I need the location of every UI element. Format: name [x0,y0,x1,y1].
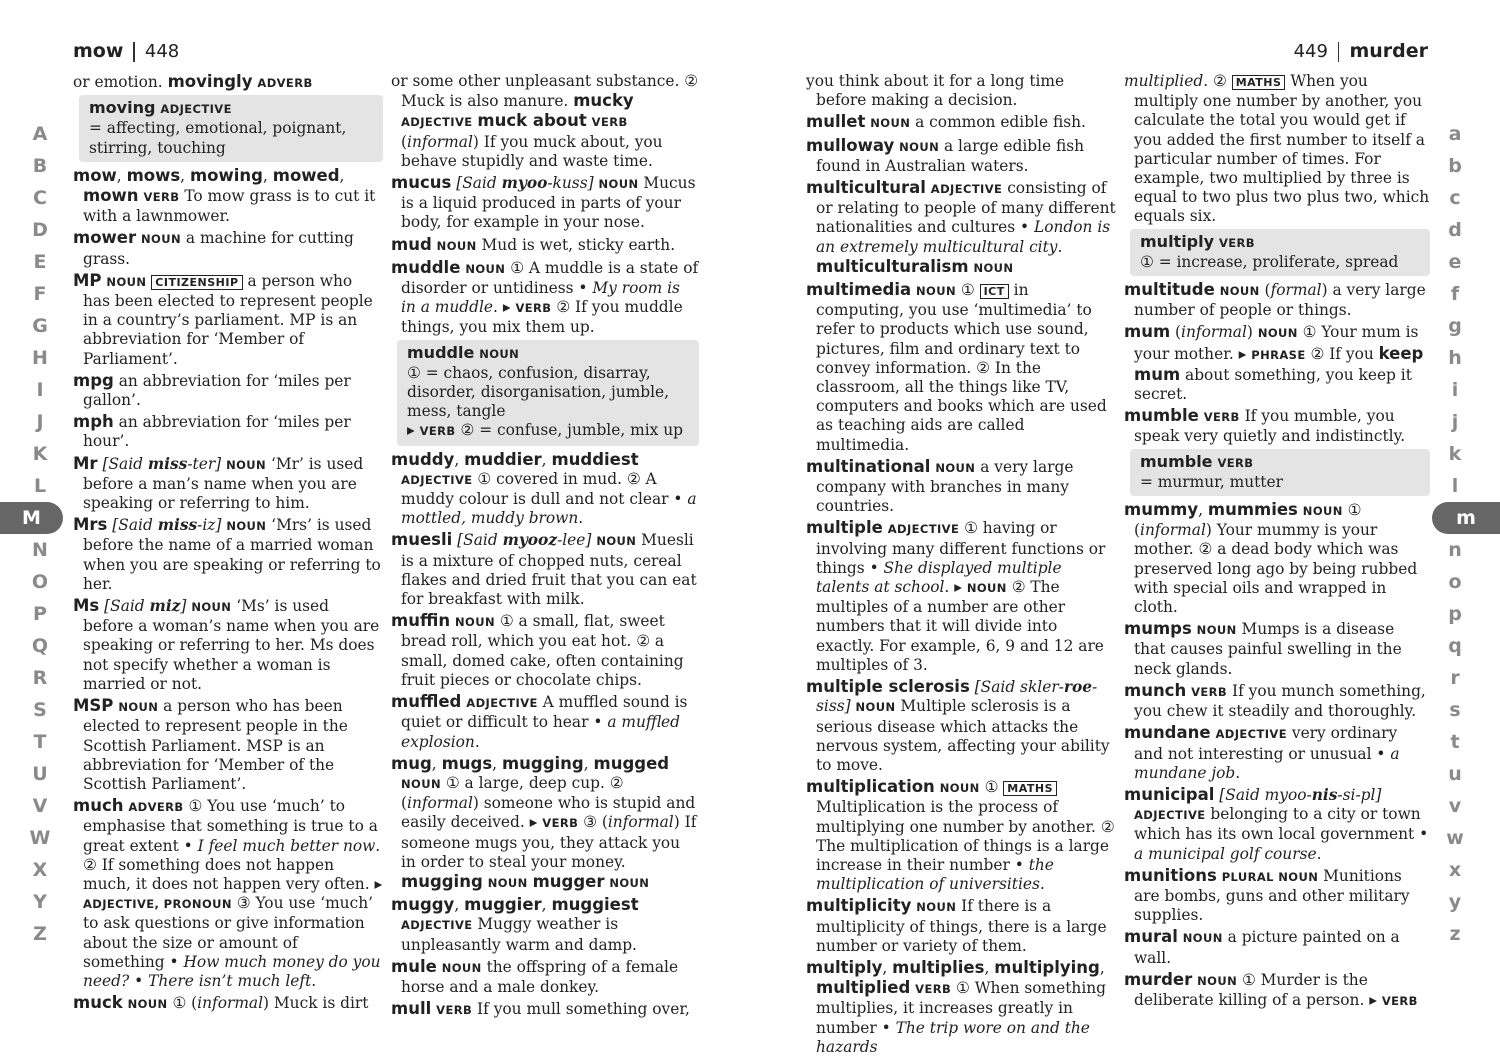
dictionary-entry: muggy, muggier, muggiest ADJECTIVE Muggy weather is unpleasantly warm and damp. [391,895,639,954]
dictionary-entry: multiple sclerosis [Said skler-roe-siss] NOUN Multiple sclerosis is a serious disease which attacks the nervous system, affecting your ability to move. [806,677,1110,774]
dictionary-entry: MSP NOUN a person who has been elected to represent people in the Scottish Parliament. MSP is an abbreviation for ‘Member of the Scottish Parliament’. [73,696,348,793]
thumb-index-tab-k: k [1448,443,1462,465]
header-divider [1338,42,1340,62]
dictionary-entry: multitude NOUN (formal) a very large number of people or things. [1124,280,1426,320]
page-number: 448 [144,41,180,62]
column-1 [73,72,383,1016]
thumb-index-tab-b: b [1448,155,1462,177]
dictionary-entry: multicultural ADJECTIVE consisting of or relating to people of many different nationalities and cultures • London is an extremely multicultural city. multiculturalism NOUN [806,178,1116,276]
dictionary-entry: mullet NOUN a common edible fish. [806,112,1086,132]
thumb-index-tab-a: a [1448,123,1462,145]
dictionary-entry: multimedia NOUN ① ICT in computing, you use ‘multimedia’ to refer to products which use sound, pictures, film and ordinary text to convey information. ② In the classroom, all the things like TV, computers and books which are used as teaching aids are called multimedia. [806,280,1107,454]
thumb-index-tab-o: o [1448,571,1462,593]
dictionary-entry: muddy, muddier, muddiest ADJECTIVE ① covered in mud. ② A muddy colour is dull and not clear • a mottled, muddy brown. [391,449,697,528]
dictionary-entry: or emotion. movingly ADVERB [73,72,313,91]
thumb-index-tab-c: c [1449,187,1461,209]
thumb-index-tab-t: t [1450,731,1460,753]
thumb-index-tab-g: G [32,315,48,337]
thumb-index-tab-k: K [32,443,48,465]
thumb-index-tab-o: O [31,571,49,593]
thesaurus-box: mumble VERB = murmur, mutter [1130,449,1430,496]
thumb-index-tab-j: j [1451,411,1459,433]
thumb-index-tab-e: e [1448,251,1462,273]
column-2 [391,72,699,1022]
thumb-index-tab-r: r [1450,667,1460,689]
thumb-index-tab-i: I [36,379,44,401]
thesaurus-box: muddle NOUN ① = chaos, confusion, disarray, disorder, disorganisation, jumble, mess, tangle ▸ VERB ② = confuse, jumble, mix up [397,340,699,446]
dictionary-entry: mow, mows, mowing, mowed, mown VERB To mow grass is to cut it with a lawnmower. [73,165,376,226]
thumb-index-tab-j: J [36,411,44,433]
dictionary-entry: mull VERB If you mull something over, [391,999,690,1019]
dictionary-entry: multiple ADJECTIVE ① having or involving many different functions or things • She displayed multiple talents at school. ▸ NOUN ② The multiples of a number are other numbers that it will divide into exactly. For example, 6, 9 and 12 are multiples of 3. [806,518,1106,674]
thumb-index-tab-c: C [33,187,47,209]
column-4 [1124,72,1430,1013]
thumb-index-tab-v: v [1448,795,1462,817]
thumb-index-tab-e: E [33,251,47,273]
thumb-index-tab-n: n [1448,539,1462,561]
dictionary-entry: mumps NOUN Mumps is a disease that causes painful swelling in the neck glands. [1124,619,1402,678]
dictionary-entry: multiplied. ② MATHS When you multiply one number by another, you calculate the total you would get if you added the first number to itself a particular number of times. For example, two multiplied by three is equal to two plus two plus two, which equals six. [1124,72,1430,226]
dictionary-entry: muffin NOUN ① a small, flat, sweet bread roll, which you eat hot. ② a small, domed cake, often containing fruit pieces or chocolate chips. [391,611,684,689]
thumb-index-tab-s: s [1449,699,1461,721]
dictionary-entry: multiplicity NOUN If there is a multiplicity of things, there is a large number or variety of them. [806,896,1107,955]
dictionary-entry: or some other unpleasant substance. ② Muck is also manure. mucky ADJECTIVE muck about VERB (informal) If you muck about, you behave stupidly and waste time. [391,72,699,170]
dictionary-entry: munch VERB If you munch something, you chew it steadily and thoroughly. [1124,680,1426,721]
thumb-index-tab-b: B [32,155,48,177]
thumb-index-tab-d: D [32,219,48,241]
thumb-index-tab-q: q [1448,635,1462,657]
header-divider [133,42,135,62]
dictionary-entry: munitions PLURAL NOUN Munitions are bombs, guns and other military supplies. [1124,865,1410,925]
dictionary-entry: Mrs [Said miss-iz] NOUN ‘Mrs’ is used before the name of a married woman when you are speaking or referring to her. [73,515,381,593]
dictionary-entry: mpg an abbreviation for ‘miles per gallon’. [73,370,351,410]
page-header-right [1294,40,1428,62]
thumb-index-tab-f: f [1450,283,1460,305]
thumb-index-tab-x: x [1448,859,1462,881]
dictionary-entry: Ms [Said miz] NOUN ‘Ms’ is used before a woman’s name when you are speaking or referring to her. Ms does not specify whether a woman is married or not. [73,596,380,693]
thumb-index-tab-u: U [32,763,48,785]
dictionary-entry: multiply, multiplies, multiplying, multiplied VERB ① When something multiplies, it increases greatly in number • The trip wore on and the hazards [806,957,1107,1056]
thumb-index-tab-z: Z [33,923,47,945]
thesaurus-box: multiply VERB ① = increase, proliferate, spread [1130,229,1430,276]
dictionary-entry: muesli [Said myooz-lee] NOUN Muesli is a mixture of chopped nuts, cereal flakes and dried fruit that you can eat for breakfast with milk. [391,530,697,609]
thumb-index-tab-p: P [33,603,47,625]
thumb-index-tab-s: S [33,699,47,721]
thumb-index-tab-z: z [1449,923,1461,945]
thesaurus-box: moving ADJECTIVE = affecting, emotional, poignant, stirring, touching [79,95,383,162]
dictionary-entry: municipal [Said myoo-nis-si-pl] ADJECTIVE belonging to a city or town which has its own local government • a municipal golf course. [1124,784,1429,863]
dictionary-entry: you think about it for a long time before making a decision. [806,72,1065,110]
thumb-index-tab-y: Y [33,891,47,913]
dictionary-entry: mower NOUN a machine for cutting grass. [73,228,354,268]
dictionary-entry: mummy, mummies NOUN ① (informal) Your mummy is your mother. ② a dead body which was preserved long ago by being rubbed with special oils and wrapped in cloth. [1124,500,1418,617]
thumb-index-tab-r: R [32,667,48,689]
thumb-index-tab-v: V [32,795,48,817]
thumb-index-tab-h: h [1448,347,1462,369]
thumb-index-tab-h: H [32,347,48,369]
dictionary-entry: muck NOUN ① (informal) Muck is dirt [73,993,369,1013]
thumb-index-tab-w: W [29,827,51,849]
dictionary-entry: mucus [Said myoo-kuss] NOUN Mucus is a liquid produced in parts of your body, for example in your nose. [391,173,696,232]
dictionary-entry: mug, mugs, mugging, mugged NOUN ① a large, deep cup. ② (informal) someone who is stupid and easily deceived. ▸ VERB ③ (informal) If someone mugs you, they attack you in order to steal your money. mugging NOUN mugger NOUN [391,753,697,891]
header-guide-word: murder [1349,40,1428,62]
header-guide-word: mow [73,40,124,62]
thumb-index-tab-g: g [1448,315,1462,337]
thumb-index-tab-m: m [1432,502,1500,534]
thumb-index-tab-f: F [33,283,47,305]
thumb-index-tab-u: u [1448,763,1462,785]
column-3 [806,72,1116,1059]
dictionary-entry: MP NOUN CITIZENSHIP a person who has been elected to represent people in a country’s parliament. MP is an abbreviation for ‘Member of Parliament’. [73,270,373,368]
page-header-left [73,40,179,62]
thumb-index-right [1432,118,1478,950]
thumb-index-tab-i: i [1451,379,1459,401]
dictionary-entry: multinational NOUN a very large company with branches in many countries. [806,456,1074,516]
thumb-index-tab-p: p [1448,603,1462,625]
page-number: 449 [1293,41,1328,62]
dictionary-entry: murder NOUN ① Murder is the deliberate killing of a person. ▸ VERB [1124,969,1418,1009]
thumb-index-tab-d: d [1448,219,1462,241]
dictionary-entry: mundane ADJECTIVE very ordinary and not interesting or unusual • a mundane job. [1124,723,1400,782]
thumb-index-tab-l: l [1451,475,1459,497]
thumb-index-tab-a: A [32,123,48,145]
dictionary-entry: mule NOUN the offspring of a female horse and a male donkey. [391,956,679,996]
dictionary-entry: multiplication NOUN ① MATHS Multiplication is the process of multiplying one number by another. ② The multiplication of things is a large increase in their number • the multiplication of universities. [806,777,1115,894]
dictionary-entry: mural NOUN a picture painted on a wall. [1124,927,1400,967]
thumb-index-tab-w: w [1446,827,1464,849]
thumb-index-tab-n: N [32,539,48,561]
dictionary-entry: Mr [Said miss-ter] NOUN ‘Mr’ is used before a man’s name when you are speaking or referring to him. [73,453,364,513]
dictionary-entry: mumble VERB If you mumble, you speak very quietly and indistinctly. [1124,406,1406,446]
dictionary-entry: mud NOUN Mud is wet, sticky earth. [391,234,676,254]
thumb-index-tab-y: y [1448,891,1462,913]
thumb-index-tab-t: T [33,731,47,753]
dictionary-entry: mph an abbreviation for ‘miles per hour’. [73,412,351,451]
dictionary-entry: mulloway NOUN a large edible fish found in Australian waters. [806,135,1085,175]
dictionary-entry: muffled ADJECTIVE A muffled sound is quiet or difficult to hear • a muffled explosion. [391,692,688,751]
thumb-index-tab-m: M [0,502,63,534]
thumb-index-tab-x: X [32,859,48,881]
dictionary-entry: much ADVERB ① You use ‘much’ to emphasise that something is true to a great extent • I feel much better now. ② If something does not happen much, it does not happen very often. ▸ ADJECTIVE, PRONOUN ③ You use ‘much’ to ask questions or give information about the size or amount of something • How much money do you need? • There isn’t much left. [73,796,383,990]
thumb-index-left [17,118,63,950]
dictionary-entry: muddle NOUN ① A muddle is a state of disorder or untidiness • My room is in a muddle. ▸ VERB ② If you muddle things, you mix them up. [391,257,699,337]
thumb-index-tab-l: L [33,475,47,497]
dictionary-entry: mum (informal) NOUN ① Your mum is your mother. ▸ PHRASE ② If you keep mum about something, you keep it secret. [1124,322,1424,404]
thumb-index-tab-q: Q [31,635,49,657]
